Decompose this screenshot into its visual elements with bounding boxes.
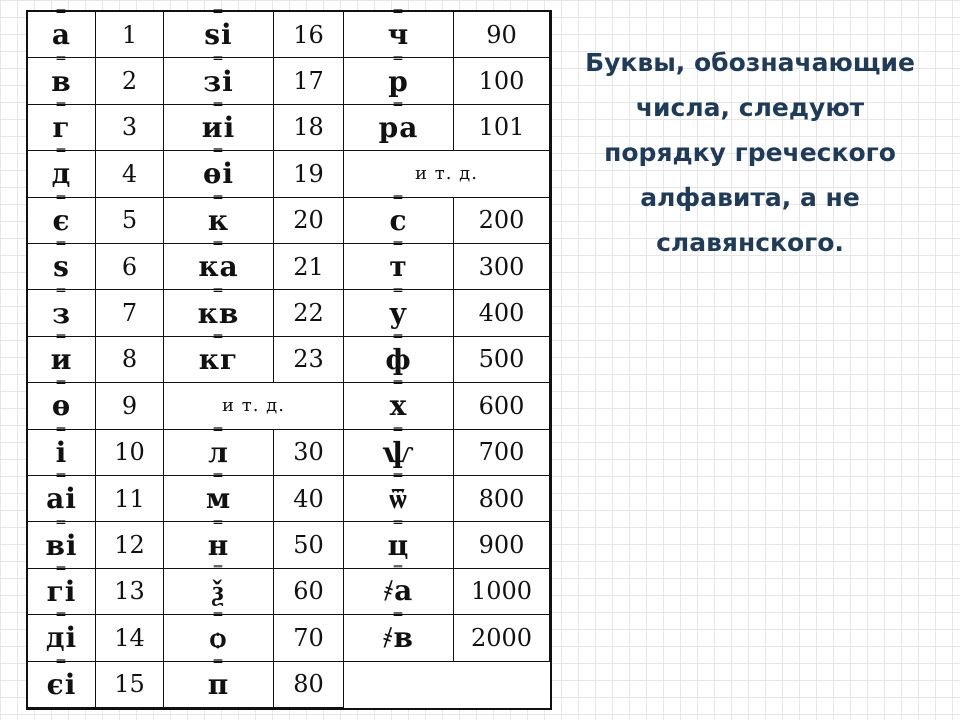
numeral-letter: ═ ф: [385, 343, 411, 376]
letter-cell: [344, 615, 454, 661]
numeral-value: 4: [121, 159, 138, 188]
numeral-value: 200: [478, 206, 525, 235]
value-cell: [96, 198, 164, 244]
numeral-letter: ═ ра: [379, 111, 419, 144]
value-cell: [454, 522, 550, 568]
numeral-value: 800: [478, 484, 525, 513]
value-cell: [274, 476, 344, 522]
numeral-letter: ═ зі: [203, 65, 234, 98]
numeral-letter: ═ ҂а: [384, 574, 414, 608]
numeral-letter: ═ ѳі: [203, 157, 234, 190]
numeral-value: 6: [121, 252, 138, 281]
value-cell: [454, 569, 550, 615]
numeral-letter: ═ ѿ: [389, 482, 407, 516]
numeral-letter: ═ иі: [202, 111, 235, 144]
value-cell: [274, 615, 344, 661]
numeral-letter: ═ д: [52, 157, 72, 190]
numeral-value: 15: [114, 670, 145, 699]
numeral-value: 500: [478, 345, 525, 374]
numeral-value: 8: [121, 345, 138, 374]
numeral-value: 70: [293, 623, 324, 652]
numeral-letter: ═ ѕі: [204, 18, 232, 51]
numeral-letter: ═ р: [388, 65, 409, 98]
value-cell: [96, 290, 164, 336]
numeral-value: 19: [293, 159, 324, 188]
numeral-value: 11: [114, 484, 145, 513]
value-cell: [274, 337, 344, 383]
numeral-value: 100: [478, 67, 525, 96]
numeral-value: 700: [478, 438, 525, 467]
value-cell: [96, 522, 164, 568]
etc-cell: [164, 383, 344, 429]
numeral-letter: ═ ді: [46, 621, 77, 654]
numeral-letter: ═ к: [208, 204, 229, 237]
numeral-value: 23: [293, 345, 324, 374]
numeral-letter: ═ аі: [46, 482, 77, 515]
numerals-table: [26, 10, 552, 710]
numeral-value: 80: [293, 670, 324, 699]
value-cell: [96, 58, 164, 104]
numeral-value: 22: [293, 299, 324, 328]
value-cell: [96, 476, 164, 522]
numeral-value: 90: [486, 20, 517, 49]
value-cell: [454, 615, 550, 661]
numeral-letter: ═ у: [389, 297, 408, 330]
numeral-value: 9: [121, 391, 138, 420]
numeral-letter: ═ кг: [199, 343, 238, 376]
numeral-value: 14: [114, 623, 145, 652]
numeral-value: 60: [293, 577, 324, 606]
numeral-value: 21: [293, 252, 324, 281]
numeral-value: 5: [121, 206, 138, 235]
numeral-letter: ═ ѻ: [210, 621, 227, 655]
numeral-value: 1000: [470, 577, 533, 606]
etc-label: и т. д.: [415, 163, 478, 185]
value-cell: [96, 383, 164, 429]
numeral-value: 20: [293, 206, 324, 235]
numeral-letter: ═ ч: [388, 18, 410, 51]
value-cell: [454, 383, 550, 429]
numeral-letter: ═ х: [390, 389, 408, 422]
numeral-letter: ═ н: [208, 529, 230, 562]
value-cell: [454, 430, 550, 476]
caption-text: Буквы, обозначающие числа, следуют порядку греческого алфавита, а не славянского.: [585, 48, 915, 257]
numeral-value: 600: [478, 391, 525, 420]
value-cell: [96, 244, 164, 290]
numeral-letter: ═ з: [52, 297, 71, 330]
value-cell: [274, 662, 344, 708]
value-cell: [274, 12, 344, 58]
numeral-letter: ═ п: [208, 668, 230, 701]
numeral-letter: ═ и: [51, 343, 73, 376]
numeral-letter: ═ ҂в: [383, 621, 414, 655]
value-cell: [96, 337, 164, 383]
value-cell: [454, 198, 550, 244]
value-cell: [274, 569, 344, 615]
numeral-letter: ═ м: [206, 482, 231, 515]
numeral-value: 10: [114, 438, 145, 467]
value-cell: [96, 105, 164, 151]
value-cell: [454, 476, 550, 522]
value-cell: [274, 244, 344, 290]
etc-label: и т. д.: [222, 395, 285, 417]
numeral-value: 18: [293, 113, 324, 142]
value-cell: [96, 662, 164, 708]
value-cell: [454, 12, 550, 58]
numeral-value: 2: [121, 67, 138, 96]
numeral-value: 3: [121, 113, 138, 142]
value-cell: [274, 105, 344, 151]
numeral-letter: ═ а: [52, 18, 71, 51]
numeral-letter: ═ г: [52, 111, 70, 144]
numeral-value: 400: [478, 299, 525, 328]
value-cell: [274, 58, 344, 104]
numeral-letter: ═ єі: [47, 668, 77, 701]
numeral-value: 30: [293, 438, 324, 467]
value-cell: [454, 290, 550, 336]
letter-cell: [344, 105, 454, 151]
numeral-letter: ═ гі: [47, 575, 77, 608]
numeral-value: 17: [293, 67, 324, 96]
numeral-value: 16: [293, 20, 324, 49]
numeral-value: 12: [114, 531, 145, 560]
numeral-value: 13: [114, 577, 145, 606]
value-cell: [274, 290, 344, 336]
numeral-letter: ═ ѱ: [383, 436, 415, 469]
numeral-value: 50: [293, 531, 324, 560]
numeral-value: 40: [293, 484, 324, 513]
numeral-letter: ═ ѯ: [212, 574, 224, 608]
numeral-letter: ═ в: [51, 65, 71, 98]
numeral-value: 1: [121, 20, 138, 49]
value-cell: [454, 58, 550, 104]
letter-cell: [28, 662, 96, 708]
letter-cell: [164, 337, 274, 383]
numeral-letter: ═ т: [389, 250, 407, 283]
numeral-letter: ═ і: [56, 436, 68, 469]
numeral-letter: ═ кв: [198, 297, 240, 330]
numeral-letter: ═ ц: [388, 529, 410, 562]
value-cell: [274, 522, 344, 568]
value-cell: [274, 151, 344, 197]
value-cell: [96, 12, 164, 58]
value-cell: [96, 430, 164, 476]
numeral-letter: ═ ві: [45, 529, 77, 562]
numeral-value: 7: [121, 299, 138, 328]
numeral-value: 2000: [470, 623, 533, 652]
value-cell: [96, 569, 164, 615]
numeral-value: 900: [478, 531, 525, 560]
numeral-value: 101: [478, 113, 525, 142]
numeral-letter: ═ ѳ: [52, 389, 71, 422]
value-cell: [96, 151, 164, 197]
letter-cell: [164, 662, 274, 708]
numeral-letter: ═ ка: [198, 250, 238, 283]
value-cell: [274, 198, 344, 244]
value-cell: [96, 615, 164, 661]
etc-cell: [344, 151, 550, 197]
empty-cell: [344, 662, 550, 708]
numeral-letter: ═ с: [389, 204, 407, 237]
numeral-letter: ═ л: [208, 436, 229, 469]
value-cell: [274, 430, 344, 476]
value-cell: [454, 105, 550, 151]
numeral-letter: ═ є: [52, 204, 70, 237]
value-cell: [454, 244, 550, 290]
numeral-value: 300: [478, 252, 525, 281]
numeral-letter: ═ ѕ: [53, 250, 70, 283]
value-cell: [454, 337, 550, 383]
